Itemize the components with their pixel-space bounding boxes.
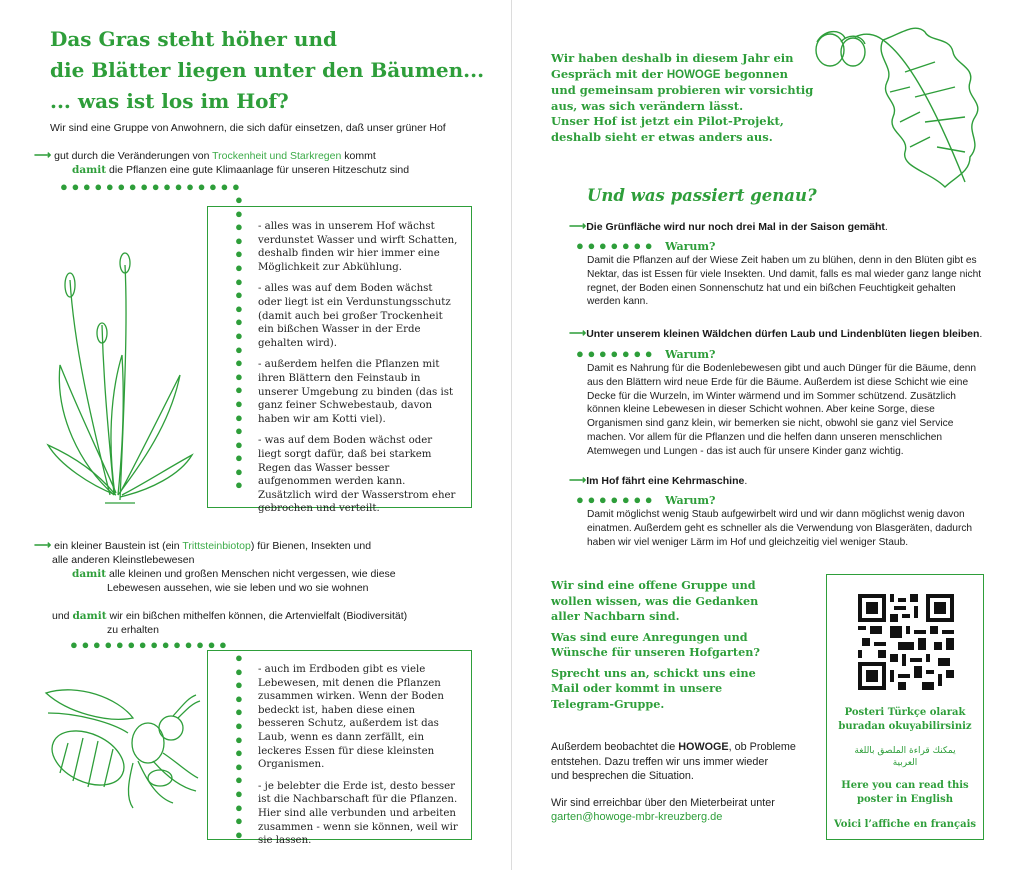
item-2-text: Damit es Nahrung für die Bodenlebewesen gibt und auch Dünger für die Bäume, denn aus den Blättern wird neue Erde für die Bäume. Außerdem ist diese Schicht wie eine Decke für die Wurzeln, im Winter wärmend und im Sommer schützend. Zusätzlich können kleine Lebewesen in dieser Schicht wohnen. Aber keine Sorge, diese Organismen sind ganz klein, wir bemerken sie nicht, obwohl sie ganz viel Service machen. Vor allem für die Pflanzen und die helfen dann unseren menschlichen Atemwegen und Lungen - das ist auch für unsere Kinder ganz wichtig. (587, 363, 977, 457)
plantain-illustration (40, 245, 200, 515)
arrow-right-icon: ⟶ (569, 473, 587, 487)
qr-language-links (830, 706, 980, 832)
item-3-text: Damit möglichst wenig Staub aufgewirbelt wird und wir dann möglichst wenig davon einatmen. Außerdem geht es schneller als die Verwendung von Blasgeräten, dadurch haben wir viel weniger Lärm im Hof und gleichzeitig viel weniger Staub. (587, 509, 973, 548)
section-title: Und was passiert genau? (587, 186, 817, 205)
point-1-damit: damit die Pflanzen eine gute Klimaanlage für unseren Hitzeschutz sind (72, 164, 410, 176)
item-2-heading: ⟶Unter unserem kleinen Wäldchen dürfen Laub und Lindenblüten liegen bleiben. (569, 326, 983, 340)
dotted-line: ● ● ● ● ● ● ● (576, 346, 653, 361)
item-1-warum-row: ● ● ● ● ● ● ● Warum? (576, 238, 716, 253)
info-box-climate-text: - alles was in unserem Hof wächst verdunstet Wasser und wirft Schatten, deshalb finden wir hier immer eine Möglichkeit zur Abkühlung. - alles was auf dem Boden wächst oder liegt ist ein Verdunstungsschutz (damit auch bei großer Trockenheit ein bißchen Wasser in der Erde gehalten wird). - außerdem helfen die Pflanzen mit ihren Blättern den Feinstaub in unserer Umgebung zu binden (das ist ganz feiner Schwebestaub, davon haben wir am Kotti viel). - was auf dem Boden wächst oder liegt sorgt dafür, daß bei starkem Regen das Wasser besser aufgenommen werden kann. Zusätzlich wird der Wasserstrom eher gebrochen und verteilt. (258, 221, 458, 515)
item-3-heading: ⟶Im Hof fährt eine Kehrmaschine. (569, 473, 748, 487)
point-3: und damit wir ein bißchen mithelfen können, die Artenvielfalt (Biodiversität) (52, 610, 408, 622)
link-turkish[interactable]: Posteri Türkçe olarak buradan okuyabilirsiniz (838, 707, 972, 732)
open-group-text: Wir sind eine offene Gruppe und wollen wissen, was die Gedanken aller Nachbarn sind. Was sind eure Anregungen und Wünsche für unseren Hofgarten? Sprecht uns an, schickt uns eine Mail oder kommt in unsere Telegram-Gruppe. (551, 578, 760, 711)
intro-text: Wir sind eine Gruppe von Anwohnern, die sich dafür einsetzen, daß unser grüner Hof (50, 122, 446, 134)
item-3-warum-row: ● ● ● ● ● ● ● Warum? (576, 492, 716, 507)
point-2-damit: damit alle kleinen und großen Menschen nicht vergessen, wie diese (72, 568, 396, 580)
item-1-heading: ⟶Die Grünfläche wird nur noch drei Mal in der Saison gemäht. (569, 219, 888, 233)
point-2: ⟶ ein kleiner Baustein ist (ein Trittsteinbiotop) für Bienen, Insekten und (34, 538, 372, 552)
point-3-line2: zu erhalten (107, 624, 159, 636)
howoge-observe-text: Außerdem beobachtet die HOWOGE, ob Probleme entstehen. Dazu treffen wir uns immer wieder und besprechen die Situation. (551, 741, 796, 782)
arrow-right-icon: ⟶ (569, 326, 587, 340)
arrow-right-icon: ⟶ (34, 148, 52, 162)
bee-illustration (38, 683, 203, 813)
info-box-soil-text: - auch im Erdboden gibt es viele Lebewesen, mit denen die Pflanzen zusammen wirken. Wenn der Boden bedeckt ist, haben diese einen besseren Schutz, außerdem ist das Laub, wenn es dann zerfällt, ein leckeres Essen für diese kleinsten Organismen. - je belebter die Erde ist, desto besser ist die Nachbarschaft für die Pflanzen. Hier sind alle verbunden und arbeiten zusammen - wenn sie können, weil wir sie lassen. (258, 664, 458, 847)
point-2-line2: alle anderen Kleinstlebewesen (52, 554, 195, 566)
dotted-line: ● ● ● ● ● ● ● (576, 492, 653, 507)
dotted-line: ● ● ● ● ● ● ● (576, 238, 653, 253)
vertical-dotted-line: ● ● ● ● ● ● ● ● ● ● ● ● ● ● ● ● ● ● ● ● ● ● (235, 192, 243, 493)
qr-code[interactable] (858, 594, 954, 690)
dotted-line: ● ● ● ● ● ● ● ● ● ● ● ● ● ● (70, 637, 227, 652)
contact-text: Wir sind erreichbar über den Mieterbeirat unter (551, 797, 775, 809)
contact-email-link[interactable]: garten@howoge-mbr-kreuzberg.de (551, 811, 723, 823)
link-french[interactable]: Voici l’affiche en français (833, 819, 977, 830)
page-title: Das Gras steht höher und die Blätter liegen unter den Bäumen... ... was ist los im Hof? (50, 27, 485, 113)
arrow-right-icon: ⟶ (34, 538, 52, 552)
vertical-dotted-line: ● ● ● ● ● ● ● ● ● ● ● ● ● ● (235, 650, 243, 842)
link-arabic[interactable]: يمكنك قراءة الملصق باللغة العربية (854, 746, 956, 768)
oak-leaf-illustration (805, 12, 985, 192)
item-2-warum-row: ● ● ● ● ● ● ● Warum? (576, 346, 716, 361)
item-1-text: Damit die Pflanzen auf der Wiese Zeit haben um zu blühen, denn in den Blüten gibt es Nektar, das ist Essen für viele Insekten. Und damit, falls es mal wieder ganz lange nicht regnet, der Boden einen Sonnenschutz hat und ein bißchen Feuchtigkeit gehalten werden kann. (587, 255, 982, 308)
arrow-right-icon: ⟶ (569, 219, 587, 233)
pilot-project-intro: Wir haben deshalb in diesem Jahr ein Gespräch mit der HOWOGE begonnen und gemeinsam probieren wir vorsichtig aus, was sich verändern lässt. Unser Hof ist jetzt ein Pilot-Projekt, deshalb sieht er etwas anders aus. (551, 51, 814, 144)
dotted-line: ● ● ● ● ● ● ● ● ● ● ● ● ● ● ● ● (60, 179, 240, 194)
link-english[interactable]: Here you can read this poster in English (841, 780, 969, 805)
point-2-damit-line2: Lebewesen aussehen, wie sie leben und wo sie wohnen (107, 582, 369, 594)
page-divider (511, 0, 512, 870)
point-1: ⟶ gut durch die Veränderungen von Trockenheit und Starkregen kommt (34, 148, 376, 162)
